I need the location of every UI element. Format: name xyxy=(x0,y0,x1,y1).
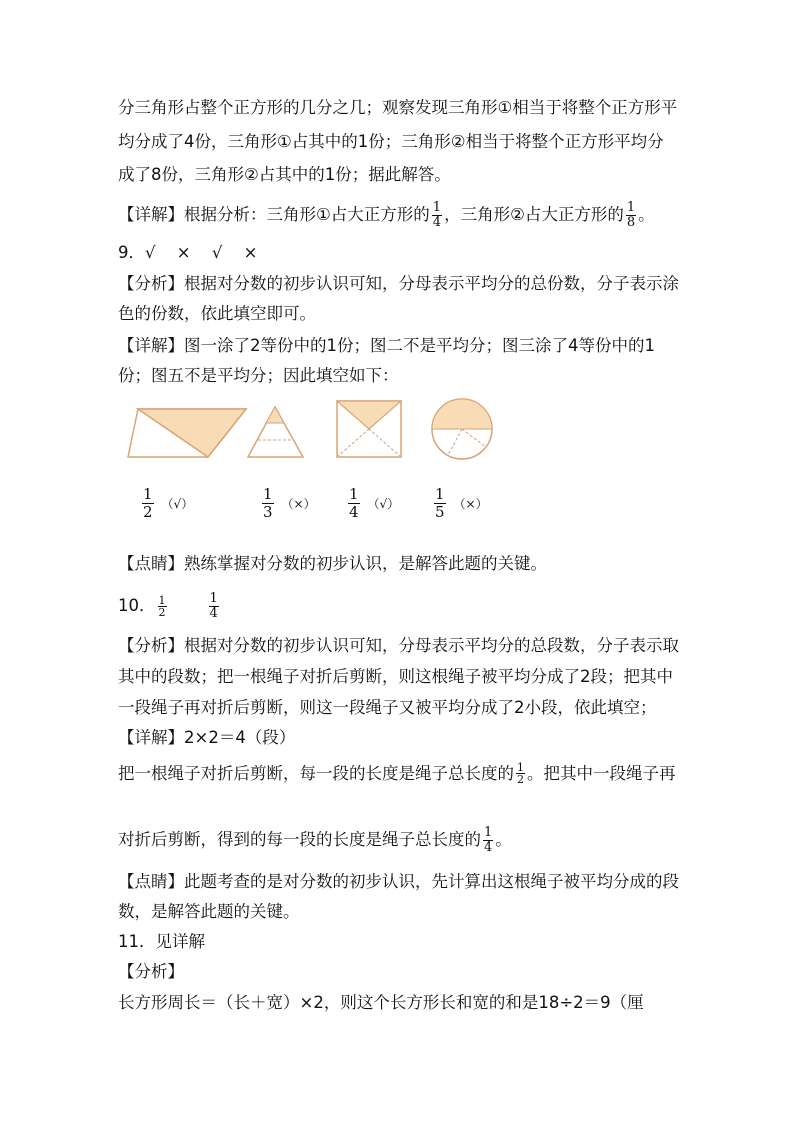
fraction-one-half xyxy=(516,762,525,785)
frac-den: 8 xyxy=(626,215,636,230)
q10-fraction-half xyxy=(158,595,167,618)
label-mark: （√） xyxy=(161,497,194,511)
fraction-figures xyxy=(120,395,510,467)
para-line: 【分析】 xyxy=(118,962,184,981)
frac-den: 2 xyxy=(517,773,524,786)
frac-den: 4 xyxy=(432,215,442,230)
frac-num: 1 xyxy=(349,485,359,503)
frac-num: 1 xyxy=(484,825,493,840)
frac-den: 4 xyxy=(209,606,218,621)
para-line: 分三角形占整个正方形的几分之几；观察发现三角形①相当于将整个正方形平 xyxy=(118,98,678,117)
detail-text: 【详解】根据分析：三角形①占大正方形的 xyxy=(118,205,430,224)
para-line: 份；图五不是平均分；因此填空如下： xyxy=(118,366,399,385)
triangle-figure xyxy=(248,407,303,457)
frac-num: 1 xyxy=(626,200,636,215)
detail-line-half xyxy=(118,762,676,786)
detail-text: 把一根绳子对折后剪断，每一段的长度是绳子总长度的 xyxy=(118,764,514,783)
circle-figure xyxy=(432,399,492,459)
frac-num: 1 xyxy=(435,485,445,503)
frac-den: 4 xyxy=(349,503,359,521)
para-line: 长方形周长＝（长＋宽）×2，则这个长方形长和宽的和是18÷2＝9（厘 xyxy=(118,993,644,1012)
fraction-one-quarter xyxy=(483,826,493,855)
q10-number: 10． xyxy=(118,596,156,615)
figure-label-4 xyxy=(432,486,488,521)
q9-answer: 9．√ × √ × xyxy=(118,243,258,262)
para-line: 其中的段数；把一根绳子对折后剪断，则这根绳子被平均分成了2段；把其中 xyxy=(118,667,673,686)
detail-line-q8 xyxy=(118,201,655,230)
label-fraction xyxy=(142,486,154,521)
fraction-one-eighth xyxy=(626,201,636,230)
figure-label-1 xyxy=(140,486,193,521)
frac-den: 2 xyxy=(158,606,166,619)
para-line: 【点睛】此题考查的是对分数的初步认识，先计算出这根绳子被平均分成的段 xyxy=(118,872,679,891)
detail-text: 对折后剪断，得到的每一段的长度是绳子总长度的 xyxy=(118,830,481,849)
detail-text: 。 xyxy=(638,205,655,224)
detail-line-quarter xyxy=(118,826,512,855)
detail-text: ，三角形②占大正方形的 xyxy=(444,205,624,224)
figure-label-3 xyxy=(346,486,399,521)
fraction-one-quarter xyxy=(432,201,442,230)
para-line: 成了8份，三角形②占其中的1份；据此解答。 xyxy=(118,165,451,184)
label-mark: （√） xyxy=(367,497,400,511)
label-fraction xyxy=(434,486,446,521)
detail-text: 。把其中一段绳子再 xyxy=(527,764,676,783)
para-line: 【点睛】熟练掌握对分数的初步认识，是解答此题的关键。 xyxy=(118,554,547,573)
frac-den: 5 xyxy=(435,503,445,521)
frac-num: 1 xyxy=(143,485,153,503)
para-line: 数，是解答此题的关键。 xyxy=(118,902,300,921)
label-fraction xyxy=(348,486,360,521)
label-mark: （×） xyxy=(281,497,316,511)
frac-den: 3 xyxy=(263,503,273,521)
label-mark: （×） xyxy=(453,497,488,511)
para-line: 【分析】根据对分数的初步认识可知，分母表示平均分的总段数，分子表示取 xyxy=(118,636,679,655)
q10-answer xyxy=(118,592,221,621)
frac-num: 1 xyxy=(517,761,524,774)
para-line: 一段绳子再对折后剪断，则这一段绳子又被平均分成了2小段，依此填空； xyxy=(118,698,657,717)
para-line: 均分成了4份，三角形①占其中的1份；三角形②相当于将整个正方形平均分 xyxy=(118,132,664,151)
parallelogram-figure xyxy=(128,409,246,457)
figure-label-2 xyxy=(260,486,316,521)
q10-fraction-quarter xyxy=(209,592,219,621)
para-line: 【分析】根据对分数的初步认识可知，分母表示平均分的总份数，分子表示涂 xyxy=(118,274,679,293)
frac-den: 4 xyxy=(484,840,493,855)
label-fraction xyxy=(262,486,274,521)
frac-num: 1 xyxy=(209,591,218,606)
frac-den: 2 xyxy=(143,503,153,521)
frac-num: 1 xyxy=(158,594,166,607)
detail-text: 。 xyxy=(495,830,512,849)
square-figure xyxy=(337,401,401,457)
q11-answer: 11．见详解 xyxy=(118,932,205,951)
frac-num: 1 xyxy=(432,200,442,215)
frac-num: 1 xyxy=(263,485,273,503)
para-line: 【详解】图一涂了2等份中的1份；图二不是平均分；图三涂了4等份中的1 xyxy=(118,336,655,355)
para-line: 色的份数，依此填空即可。 xyxy=(118,304,316,323)
para-line: 【详解】2×2＝4（段） xyxy=(118,728,296,747)
